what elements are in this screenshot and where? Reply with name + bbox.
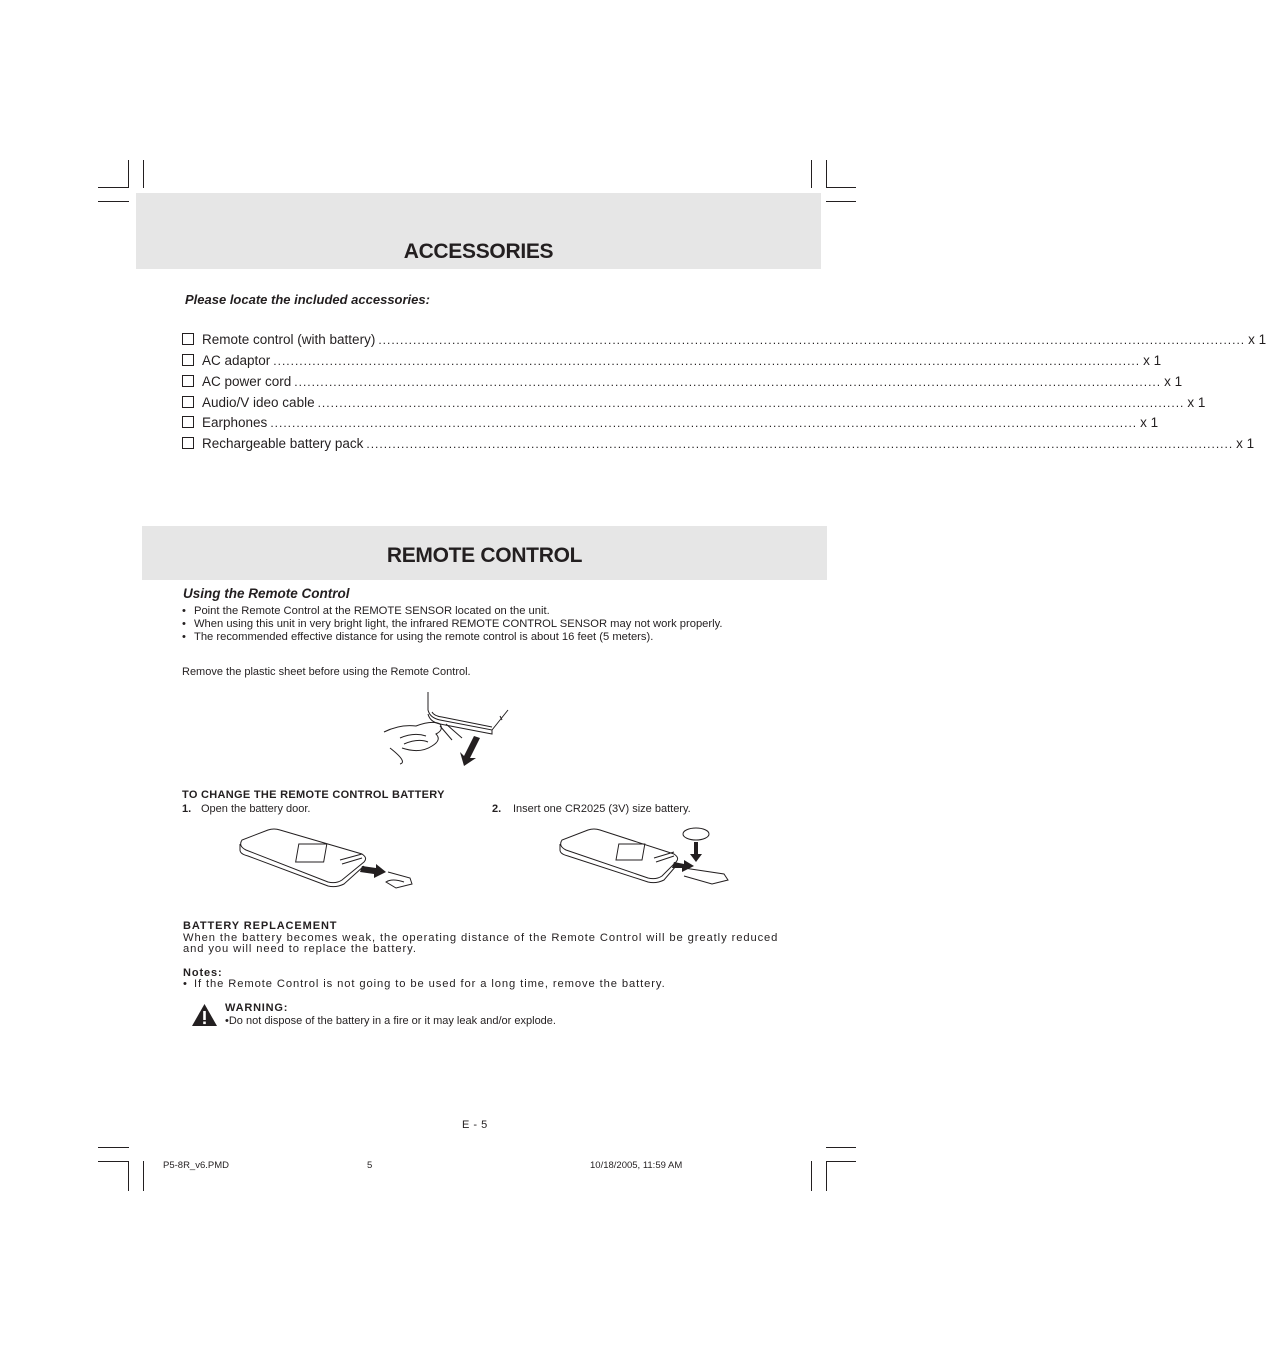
accessory-qty: x 1: [1164, 373, 1183, 389]
checkbox-icon: [182, 354, 194, 366]
plastic-sheet-note: Remove the plastic sheet before using the Remote Control.: [182, 666, 471, 678]
checkbox-icon: [182, 416, 194, 428]
accessory-label: AC adaptor: [202, 352, 271, 368]
usage-bullet-list: [182, 605, 722, 644]
footer-timestamp: 10/18/2005, 11:59 AM: [590, 1160, 683, 1171]
accessories-title: ACCESSORIES: [403, 240, 554, 263]
accessory-label: AC power cord: [202, 373, 292, 389]
accessory-qty: x 1: [1143, 352, 1162, 368]
accessory-qty: x 1: [1236, 435, 1255, 451]
step-2: [492, 803, 691, 815]
accessory-item: [182, 433, 1255, 453]
accessory-label: Rechargeable battery pack: [202, 435, 364, 451]
battery-replacement-heading: BATTERY REPLACEMENT: [183, 920, 338, 932]
accessory-item: [182, 350, 1162, 370]
accessory-label: Audio/V ideo cable: [202, 394, 315, 410]
accessory-item: [182, 371, 1183, 391]
checkbox-icon: [182, 396, 194, 408]
accessory-item: [182, 392, 1206, 412]
accessory-item: [182, 412, 1159, 432]
list-item: • Point the Remote Control at the REMOTE SENSOR located on the unit.: [182, 605, 722, 618]
pull-sheet-illustration: [380, 688, 515, 768]
accessory-qty: x 1: [1248, 331, 1266, 347]
list-item: • When using this unit in very bright light, the infrared REMOTE CONTROL SENSOR may not work properly.: [182, 618, 722, 631]
accessories-intro: Please locate the included accessories:: [185, 292, 430, 307]
battery-text-line: When the battery becomes weak, the operating distance of the Remote Control will be greatly reduced: [183, 932, 779, 944]
leader-dots: ........................................................................................................................................................................................................: [317, 396, 1185, 410]
step-number: 1.: [182, 803, 192, 815]
footer-page-number: 5: [367, 1160, 373, 1171]
step-number: 2.: [492, 803, 502, 815]
leader-dots: ........................................................................................................................................................................................................: [378, 333, 1246, 347]
remote-subtitle: Using the Remote Control: [183, 586, 350, 601]
warning-triangle-icon: [191, 1003, 218, 1027]
remote-header-band: [142, 526, 827, 580]
warning-text: •Do not dispose of the battery in a fire or it may leak and/or explode.: [225, 1015, 556, 1027]
checkbox-icon: [182, 437, 194, 449]
accessories-header-band: [136, 193, 821, 269]
accessory-label: Earphones: [202, 414, 268, 430]
notes-text: If the Remote Control is not going to be used for a long time, remove the battery.: [194, 978, 666, 990]
step-text: Open the battery door.: [201, 803, 311, 815]
change-battery-heading: TO CHANGE THE REMOTE CONTROL BATTERY: [182, 789, 445, 801]
insert-battery-illustration: [556, 826, 732, 888]
open-battery-door-illustration: [236, 826, 418, 896]
accessory-qty: x 1: [1187, 394, 1206, 410]
leader-dots: ........................................................................................................................................................................................................: [294, 375, 1162, 389]
step-text: Insert one CR2025 (3V) size battery.: [513, 803, 691, 815]
notes-item: • If the Remote Control is not going to be used for a long time, remove the battery.: [183, 978, 666, 990]
checkbox-icon: [182, 333, 194, 345]
warning-heading: WARNING:: [225, 1002, 289, 1014]
leader-dots: ........................................................................................................................................................................................................: [270, 416, 1138, 430]
accessory-item: [182, 329, 1266, 349]
notes-heading: Notes:: [183, 967, 223, 979]
page-label: E - 5: [462, 1119, 488, 1131]
footer-file: P5-8R_v6.PMD: [163, 1160, 229, 1171]
leader-dots: ........................................................................................................................................................................................................: [273, 354, 1141, 368]
battery-text-line: and you will need to replace the battery.: [183, 943, 417, 955]
leader-dots: ........................................................................................................................................................................................................: [366, 437, 1234, 451]
step-1: [182, 803, 310, 815]
accessory-qty: x 1: [1140, 414, 1159, 430]
checkbox-icon: [182, 375, 194, 387]
remote-title: REMOTE CONTROL: [386, 544, 583, 567]
list-item: • The recommended effective distance for using the remote control is about 16 feet (5 meters).: [182, 631, 722, 644]
battery-replacement-text: [183, 933, 778, 955]
accessory-label: Remote control (with battery): [202, 331, 376, 347]
